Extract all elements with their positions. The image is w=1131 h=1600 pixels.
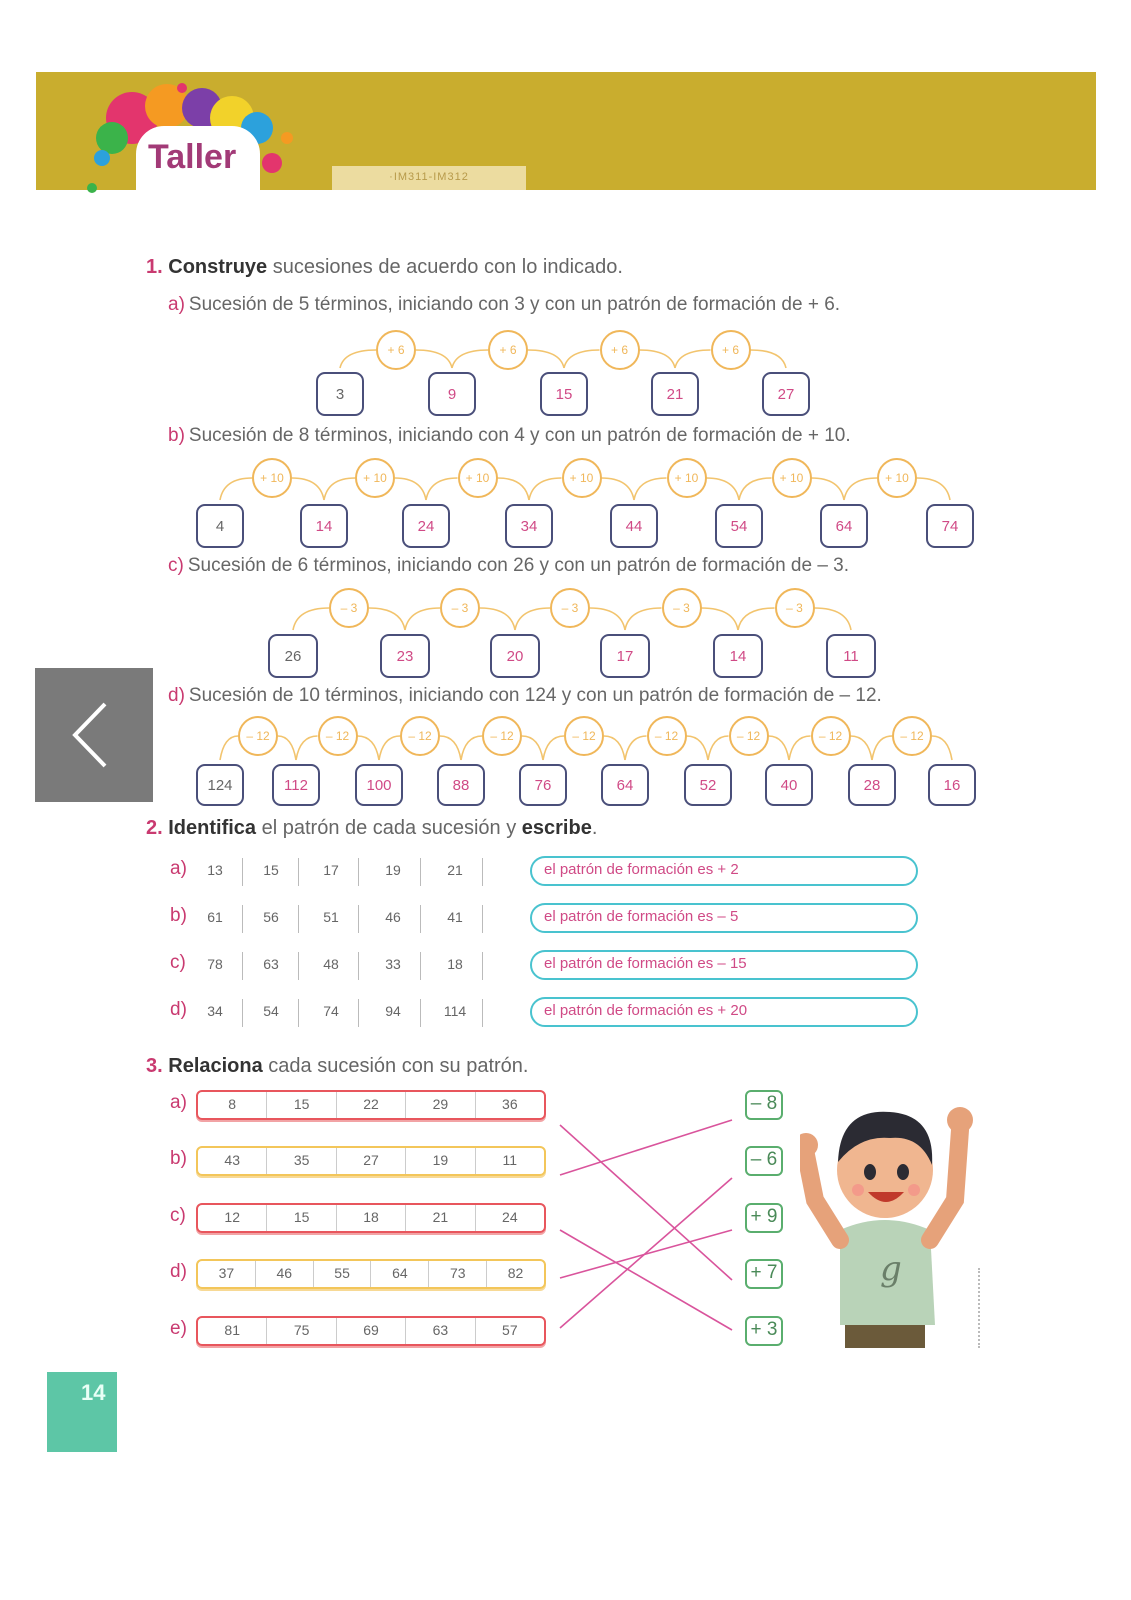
sequence-term: 3 bbox=[316, 372, 364, 416]
pattern-box[interactable]: – 6 bbox=[745, 1146, 783, 1176]
sequence-term: 64 bbox=[820, 504, 868, 548]
sequence-term: 88 bbox=[437, 764, 485, 806]
sequence-value: 27 bbox=[337, 1148, 406, 1174]
sequence-term: 9 bbox=[428, 372, 476, 416]
sequence-value: 18 bbox=[337, 1205, 406, 1231]
sequence-value: 55 bbox=[314, 1261, 372, 1287]
question-end: . bbox=[591, 817, 598, 839]
question-verb: Identifica bbox=[168, 817, 257, 839]
sequence-value: 63 bbox=[406, 1318, 475, 1344]
sequence-term: 14 bbox=[713, 634, 763, 678]
sequence-term: 64 bbox=[601, 764, 649, 806]
sequence-term: 20 bbox=[490, 634, 540, 678]
sequence-term: 100 bbox=[355, 764, 403, 806]
pattern-operator: – 3 bbox=[440, 588, 480, 628]
pattern-operator: + 6 bbox=[711, 330, 751, 370]
pattern-operator: + 10 bbox=[355, 458, 395, 498]
item-text: Sucesión de 5 términos, iniciando con 3 y con un patrón de formación de + 6. bbox=[188, 294, 841, 315]
chevron-left-icon bbox=[63, 700, 123, 770]
answer-field[interactable]: el patrón de formación es + 2 bbox=[530, 856, 918, 886]
page-title: Taller bbox=[148, 138, 237, 176]
sequence-term: 21 bbox=[651, 372, 699, 416]
sequence-value: 46 bbox=[385, 909, 401, 925]
question-verb: Relaciona bbox=[168, 1055, 263, 1077]
curriculum-code: ·IM311-IM312 bbox=[332, 166, 526, 190]
sequence-value: 61 bbox=[207, 909, 223, 925]
item-text: Sucesión de 6 términos, iniciando con 26 y con un patrón de formación de – 3. bbox=[187, 555, 850, 576]
sequence-term: 27 bbox=[762, 372, 810, 416]
sequence-value: 15 bbox=[267, 1092, 336, 1118]
question-verb: Construye bbox=[168, 256, 268, 278]
row-letter-text: d) bbox=[170, 999, 187, 1020]
sequence-value: 19 bbox=[385, 862, 401, 878]
sequence-value: 56 bbox=[263, 909, 279, 925]
pattern-operator: + 10 bbox=[252, 458, 292, 498]
sequence-value: 75 bbox=[267, 1318, 336, 1344]
sequence-term: 34 bbox=[505, 504, 553, 548]
sequence-value: 34 bbox=[207, 1003, 223, 1019]
item-letter: d) bbox=[168, 685, 185, 706]
sequence-term: 17 bbox=[600, 634, 650, 678]
item-letter: c) bbox=[168, 555, 184, 576]
svg-text:g: g bbox=[880, 1249, 902, 1289]
pattern-operator: – 12 bbox=[729, 716, 769, 756]
sequence-value: 37 bbox=[198, 1261, 256, 1287]
sequence-value: 15 bbox=[263, 862, 279, 878]
row-letter-text: c) bbox=[170, 952, 186, 973]
question-number: 1. bbox=[146, 256, 163, 278]
sequence-value: 29 bbox=[406, 1092, 475, 1118]
sequence-term: 76 bbox=[519, 764, 567, 806]
sequence-value: 8 bbox=[198, 1092, 267, 1118]
sequence-value: 22 bbox=[337, 1092, 406, 1118]
question-number: 2. bbox=[146, 817, 163, 839]
sequence-value: 35 bbox=[267, 1148, 336, 1174]
sequence-value: 57 bbox=[502, 1322, 518, 1338]
pattern-box[interactable]: + 9 bbox=[745, 1203, 783, 1233]
pattern-operator: + 10 bbox=[772, 458, 812, 498]
sequence-value: 64 bbox=[371, 1261, 429, 1287]
sequence-value: 74 bbox=[323, 1003, 339, 1019]
sequence-term: 40 bbox=[765, 764, 813, 806]
image-credit-mark bbox=[978, 1268, 988, 1348]
sequence-value: 41 bbox=[447, 909, 463, 925]
sequence-term: 23 bbox=[380, 634, 430, 678]
sequence-term: 14 bbox=[300, 504, 348, 548]
sequence-value: 51 bbox=[323, 909, 339, 925]
sequence-value: 13 bbox=[207, 862, 223, 878]
answer-field[interactable]: el patrón de formación es + 20 bbox=[530, 997, 918, 1027]
sequence-term: 44 bbox=[610, 504, 658, 548]
sequence-value: 15 bbox=[267, 1205, 336, 1231]
pattern-operator: – 12 bbox=[482, 716, 522, 756]
sequence-term: 15 bbox=[540, 372, 588, 416]
item-letter: b) bbox=[168, 425, 185, 446]
sequence-term: 124 bbox=[196, 764, 244, 806]
pattern-box[interactable]: + 3 bbox=[745, 1316, 783, 1346]
answer-field[interactable]: el patrón de formación es – 15 bbox=[530, 950, 918, 980]
pattern-operator: – 3 bbox=[329, 588, 369, 628]
pattern-operator: + 10 bbox=[562, 458, 602, 498]
pattern-operator: + 10 bbox=[877, 458, 917, 498]
sequence-value: 81 bbox=[198, 1318, 267, 1344]
pattern-operator: + 10 bbox=[458, 458, 498, 498]
sequence-value: 12 bbox=[198, 1205, 267, 1231]
match-line-c bbox=[560, 1230, 732, 1330]
sequence-value: 21 bbox=[406, 1205, 475, 1231]
sequence-value: 54 bbox=[263, 1003, 279, 1019]
row-letter: b) bbox=[170, 1148, 187, 1169]
sequence-value: 46 bbox=[256, 1261, 314, 1287]
sequence-term: 54 bbox=[715, 504, 763, 548]
sequence-value: 17 bbox=[323, 862, 339, 878]
pattern-operator: + 6 bbox=[376, 330, 416, 370]
question-verb-2: escribe bbox=[521, 817, 592, 839]
sequence-value: 43 bbox=[198, 1148, 267, 1174]
pattern-operator: – 12 bbox=[564, 716, 604, 756]
pattern-operator: + 6 bbox=[600, 330, 640, 370]
row-letter: d) bbox=[170, 1261, 187, 1282]
item-text: Sucesión de 8 términos, iniciando con 4 y con un patrón de formación de + 10. bbox=[188, 425, 851, 446]
pattern-operator: + 10 bbox=[667, 458, 707, 498]
sequence-value: 24 bbox=[502, 1209, 518, 1225]
sequence-value: 78 bbox=[207, 956, 223, 972]
pattern-operator: – 12 bbox=[318, 716, 358, 756]
sequence-value: 73 bbox=[429, 1261, 487, 1287]
row-letter-text: a) bbox=[170, 858, 187, 879]
match-line-e bbox=[560, 1178, 732, 1328]
pattern-operator: – 12 bbox=[238, 716, 278, 756]
question-text: el patrón de cada sucesión y bbox=[256, 817, 522, 839]
answer-field[interactable]: el patrón de formación es – 5 bbox=[530, 903, 918, 933]
row-letter: c) bbox=[170, 1205, 186, 1226]
pattern-operator: – 3 bbox=[775, 588, 815, 628]
sequence-value: 11 bbox=[502, 1152, 518, 1168]
sequence-term: 16 bbox=[928, 764, 976, 806]
pattern-box[interactable]: – 8 bbox=[745, 1090, 783, 1120]
sequence-value: 18 bbox=[447, 956, 463, 972]
pattern-box[interactable]: + 7 bbox=[745, 1259, 783, 1289]
question-text: cada sucesión con su patrón. bbox=[262, 1055, 529, 1077]
sequence-value: 82 bbox=[507, 1265, 524, 1281]
sequence-term: 112 bbox=[272, 764, 320, 806]
row-letter: e) bbox=[170, 1318, 187, 1339]
item-letter: a) bbox=[168, 294, 185, 315]
pattern-operator: – 12 bbox=[892, 716, 932, 756]
pattern-operator: – 12 bbox=[400, 716, 440, 756]
question-number: 3. bbox=[146, 1055, 163, 1077]
pattern-operator: + 6 bbox=[488, 330, 528, 370]
previous-page-button[interactable] bbox=[35, 668, 153, 802]
row-letter-text: b) bbox=[170, 905, 187, 926]
sequence-term: 28 bbox=[848, 764, 896, 806]
cheering-boy-illustration bbox=[800, 1090, 980, 1350]
sequence-term: 11 bbox=[826, 634, 876, 678]
sequence-term: 74 bbox=[926, 504, 974, 548]
page-number: 14 bbox=[47, 1372, 117, 1452]
sequence-value: 21 bbox=[447, 862, 463, 878]
sequence-term: 24 bbox=[402, 504, 450, 548]
sequence-term: 26 bbox=[268, 634, 318, 678]
sequence-term: 52 bbox=[684, 764, 732, 806]
sequence-value: 114 bbox=[443, 1003, 467, 1019]
sequence-value: 69 bbox=[337, 1318, 406, 1344]
sequence-value: 48 bbox=[323, 956, 339, 972]
row-letter: a) bbox=[170, 1092, 187, 1113]
sequence-value: 36 bbox=[502, 1096, 518, 1112]
item-text: Sucesión de 10 términos, iniciando con 124 y con un patrón de formación de – 12. bbox=[188, 685, 882, 706]
sequence-value: 63 bbox=[263, 956, 279, 972]
sequence-value: 19 bbox=[406, 1148, 475, 1174]
question-text: sucesiones de acuerdo con lo indicado. bbox=[267, 256, 623, 278]
pattern-operator: – 3 bbox=[662, 588, 702, 628]
pattern-operator: – 12 bbox=[811, 716, 851, 756]
pattern-operator: – 12 bbox=[647, 716, 687, 756]
sequence-value: 33 bbox=[385, 956, 401, 972]
sequence-term: 4 bbox=[196, 504, 244, 548]
pattern-operator: – 3 bbox=[550, 588, 590, 628]
sequence-value: 94 bbox=[385, 1003, 401, 1019]
